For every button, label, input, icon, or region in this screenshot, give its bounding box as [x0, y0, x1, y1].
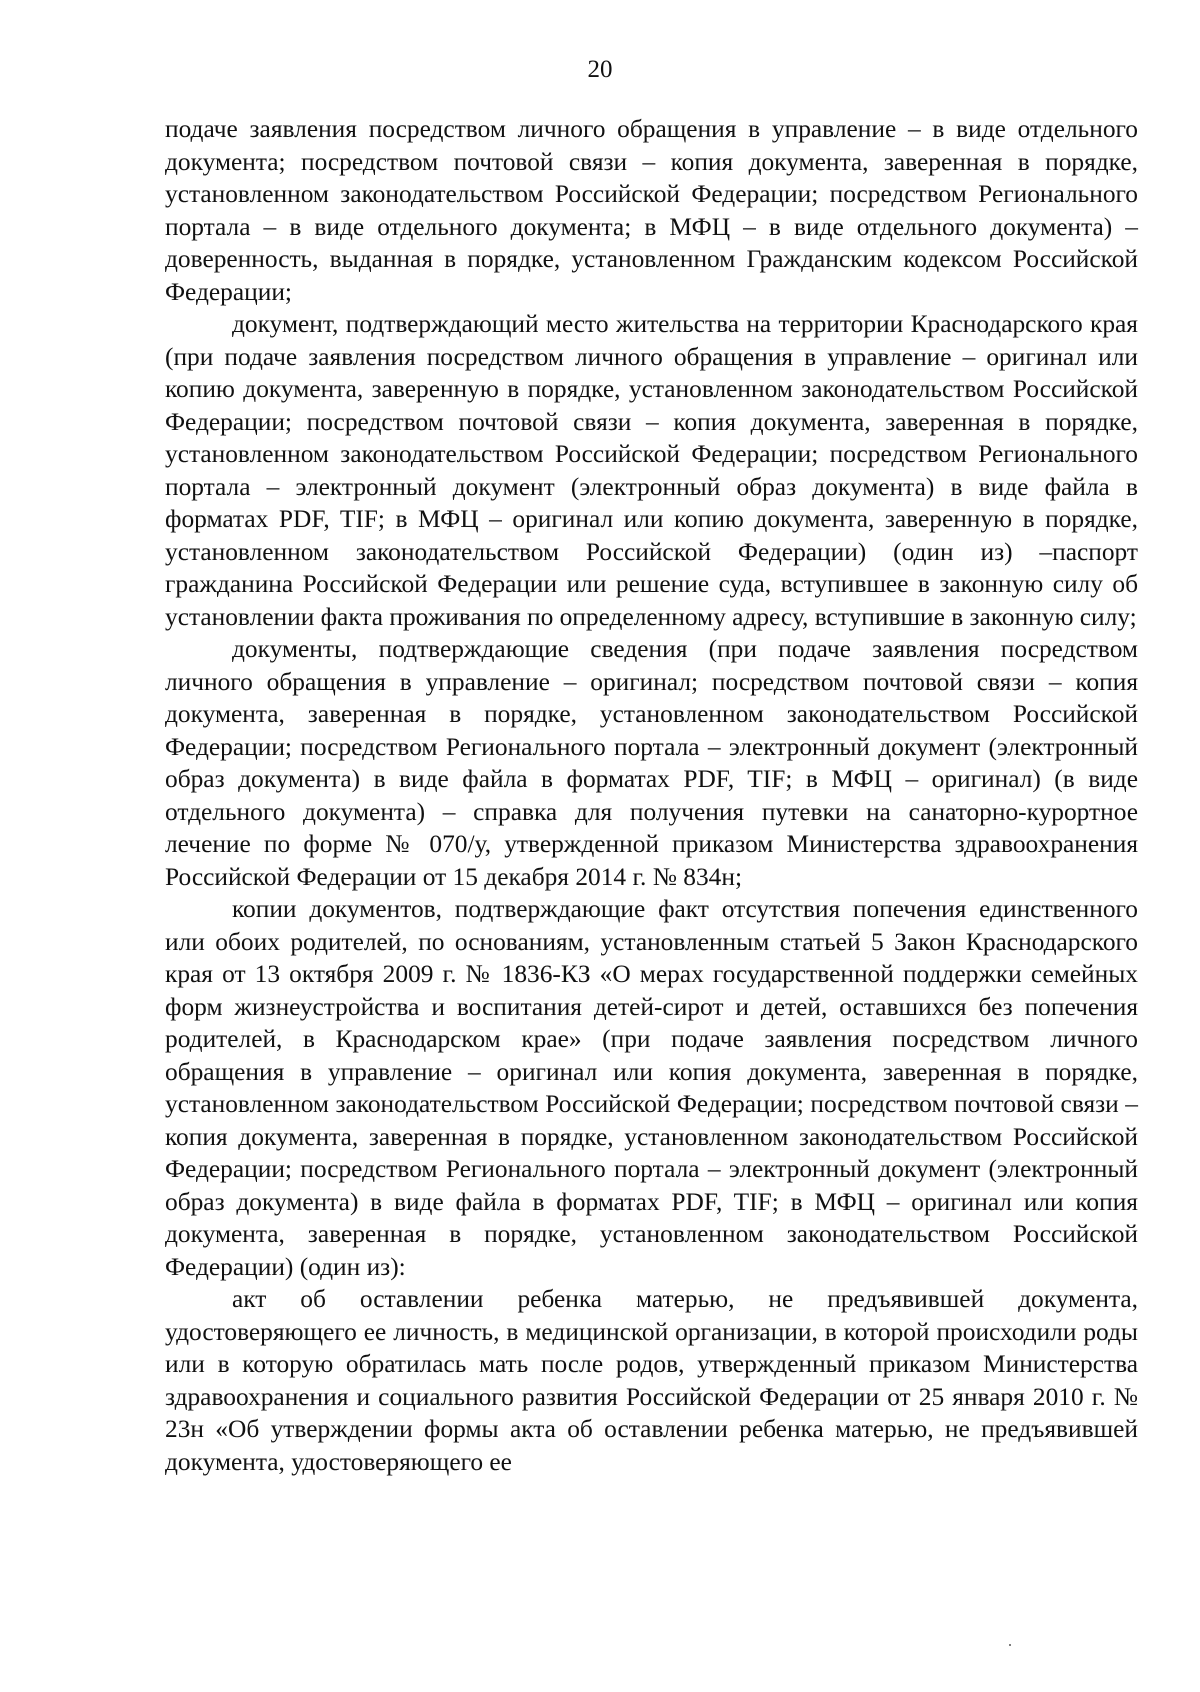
document-body	[165, 113, 1138, 1478]
paragraph-power-of-attorney: подаче заявления посредством личного обращения в управление – в виде отдельного документа; посредством почтовой связи – копия документа, заверенная в порядке, установленном законодательством Российской Федерации; посредством Регионального портала – в виде отдельного документа; в МФЦ – в виде отдельного документа) – доверенность, выданная в порядке, установленном Гражданским кодексом Российской Федерации;	[165, 115, 1138, 306]
scan-speck	[1009, 1644, 1011, 1646]
paragraph-abandonment-act: акт об оставлении ребенка матерью, не предъявившей документа, удостоверяющего ее личность, в медицинской организации, в которой происходили роды или в которую обратилась мать после родов, утвержденный приказом Министерства здравоохранения и социального развития Российской Федерации от 25 января 2010 г. № 23н «Об утверждении формы акта об оставлении ребенка матерью, не предъявившей документа, удостоверяющего ее	[165, 1285, 1138, 1476]
paragraph-parental-care-documents: копии документов, подтверждающие факт отсутствия попечения единственного или обоих родителей, по основаниям, установленным статьей 5 Закон Краснодарского края от 13 октября 2009 г. № 1836-КЗ «О мерах государственной поддержки семейных форм жизнеустройства и воспитания детей-сирот и детей, оставшихся без попечения родителей, в Краснодарском крае» (при подаче заявления посредством личного обращения в управление – оригинал или копия документа, заверенная в порядке, установленном законодательством Российской Федерации; посредством почтовой связи – копия документа, заверенная в порядке, установленном законодательством Российской Федерации; посредством Регионального портала – электронный документ (электронный образ документа) в виде файла в форматах PDF, TIF; в МФЦ – оригинал или копия документа, заверенная в порядке, установленном законодательством Российской Федерации) (один из):	[165, 895, 1138, 1281]
page-number: 20	[587, 56, 613, 83]
paragraph-residence-document: документ, подтверждающий место жительства на территории Краснодарского края (при подаче заявления посредством личного обращения в управление – оригинал или копию документа, заверенную в порядке, установленном законодательством Российской Федерации; посредством почтовой связи – копия документа, заверенная в порядке, установленном законодательством Российской Федерации; посредством Регионального портала – электронный документ (электронный образ документа) в виде файла в форматах PDF, TIF; в МФЦ – оригинал или копию документа, заверенную в порядке, установленном законодательством Российской Федерации) (один из) –паспорт гражданина Российской Федерации или решение суда, вступившее в законную силу об установлении факта проживания по определенному адресу, вступившие в законную силу;	[165, 310, 1138, 631]
paragraph-medical-certificate: документы, подтверждающие сведения (при подаче заявления посредством личного обращения в управление – оригинал; посредством почтовой связи – копия документа, заверенная в порядке, установленном законодательством Российской Федерации; посредством Регионального портала – электронный документ (электронный образ документа) в виде файла в форматах PDF, TIF; в МФЦ – оригинал) (в виде отдельного документа) – справка для получения путевки на санаторно-курортное лечение по форме № 070/у, утвержденной приказом Министерства здравоохранения Российской Федерации от 15 декабря 2014 г. № 834н;	[165, 635, 1138, 891]
